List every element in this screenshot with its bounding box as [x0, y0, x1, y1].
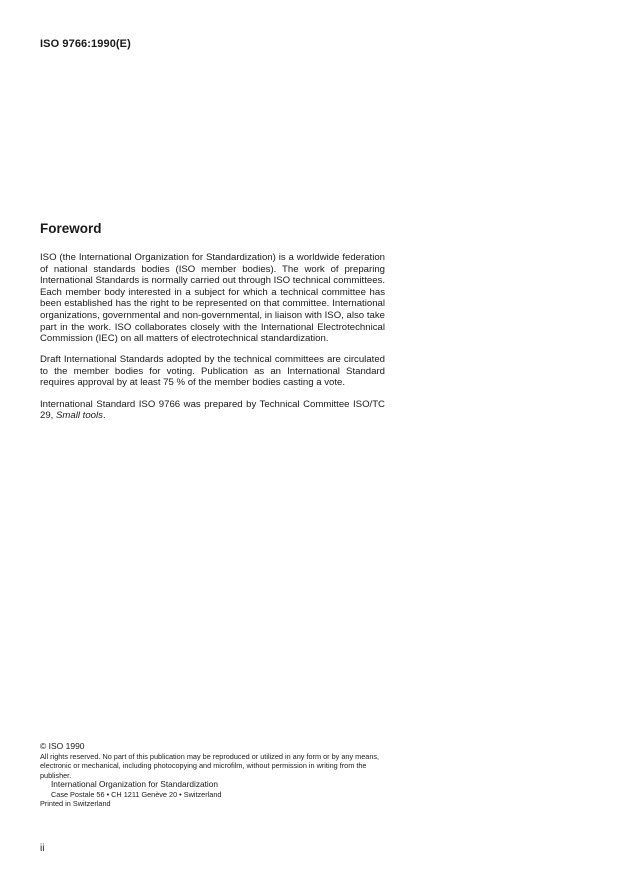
organization-name: International Organization for Standardization	[51, 779, 218, 789]
copyright-notice: © ISO 1990	[40, 741, 85, 751]
document-id-header: ISO 9766:1990(E)	[40, 38, 131, 50]
foreword-paragraph-3	[40, 399, 385, 422]
foreword-paragraph-2: Draft International Standards adopted by the technical committees are circulated to the member bodies for voting. Publication as an International Standard requires approval by at least 75 % of the member bodies casting a vote.	[40, 354, 385, 389]
rights-statement: All rights reserved. No part of this publication may be reproduced or utilized in any form or by any means, electronic or mechanical, including photocopying and microfilm, without permission in writing from the publisher.	[40, 751, 380, 780]
foreword-paragraph-1: ISO (the International Organization for Standardization) is a worldwide federation of national standards bodies (ISO member bodies). The work of preparing International Standards is normally carried out through ISO technical committees. Each member body interested in a subject for which a technical committee has been established has the right to be represented on that committee. International organizations, governmental and non-governmental, in liaison with ISO, also take part in the work. ISO collaborates closely with the International Electrotechnical Commission (IEC) on all matters of electrotechnical standardization.	[40, 252, 386, 345]
printed-in: Printed in Switzerland	[40, 799, 111, 808]
page-number: ii	[40, 843, 45, 854]
paragraph-3-text: International Standard ISO 9766 was prepared by Technical Committee ISO/TC 29,	[40, 398, 385, 422]
paragraph-3-end: .	[102, 410, 106, 422]
foreword-body	[40, 252, 385, 431]
paragraph-3-italic: Small tools	[56, 410, 103, 422]
copyright-block	[40, 742, 385, 809]
organization-address: Case Postale 56 • CH 1211 Genève 20 • Switzerland	[51, 789, 222, 799]
foreword-heading: Foreword	[40, 221, 102, 236]
